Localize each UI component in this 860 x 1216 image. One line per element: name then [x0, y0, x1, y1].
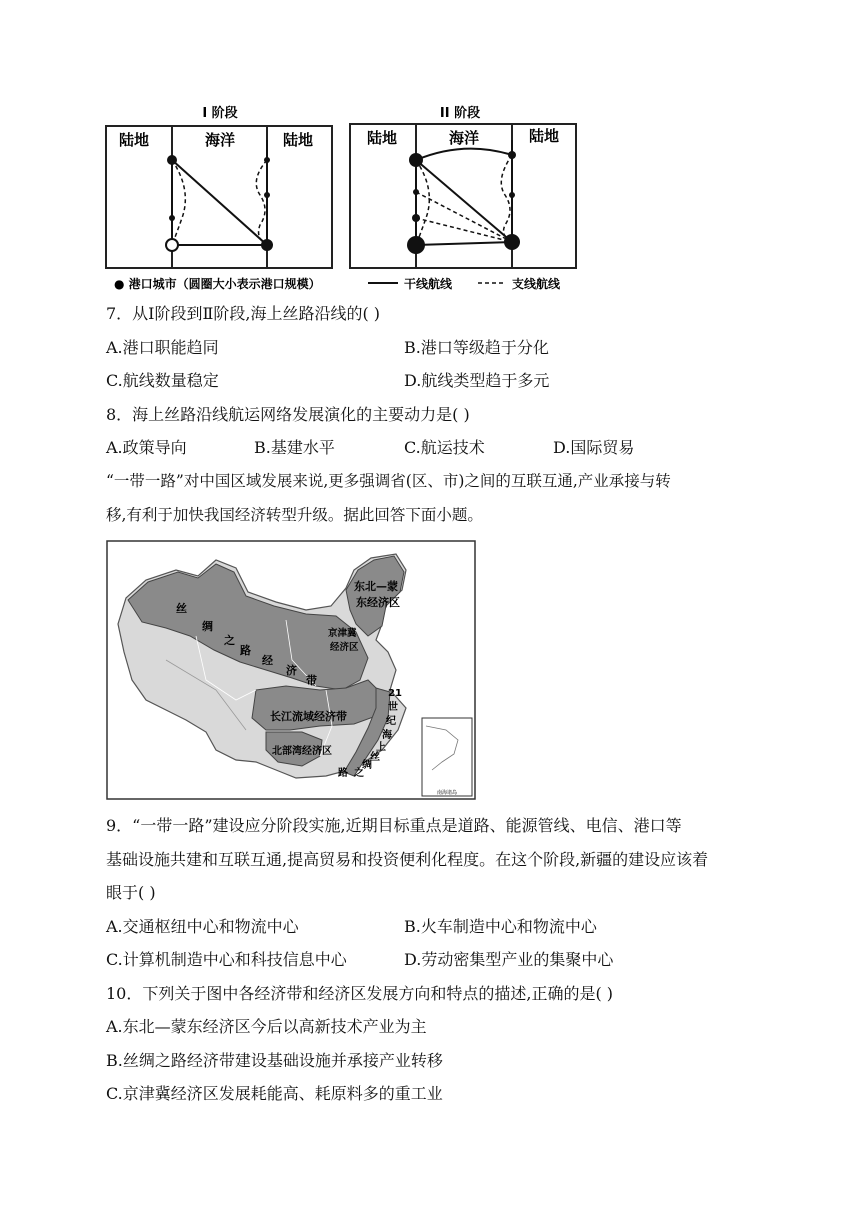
stage2-ocean: 海洋	[448, 129, 480, 147]
maritime-char: 21	[388, 688, 402, 699]
port-city-marker	[261, 239, 273, 251]
legend-port-city: ● 港口城市（圆圈大小表示港口规模）	[114, 277, 321, 291]
stage1-land-right: 陆地	[282, 131, 314, 149]
q8-option-b: B.基建水平	[254, 438, 335, 457]
q8-option-d: D.国际贸易	[553, 438, 635, 457]
maritime-char: 上	[376, 742, 386, 753]
q10-stem: 10．下列关于图中各经济带和经济区发展方向和特点的描述,正确的是( )	[106, 984, 614, 1003]
q7-option-a: A.港口职能趋同	[106, 338, 219, 357]
q8-option-c: C.航运技术	[404, 438, 485, 457]
port-network-figure	[100, 100, 580, 296]
q7-option-c: C.航线数量稳定	[106, 371, 219, 390]
jingjinji-label: 京津冀	[328, 628, 357, 639]
legend-trunk-label: 干线航线	[404, 277, 453, 291]
q9-stem-line-2: 基础设施共建和互联互通,提高贸易和投资便利化程度。在这个阶段,新疆的建设应该着	[106, 850, 709, 869]
passage-line-1: “一带一路”对中国区域发展来说,更多强调省(区、市)之间的互联互通,产业承接与转	[106, 472, 671, 490]
port-city-marker	[167, 155, 177, 165]
port-network-diagram	[100, 100, 580, 296]
legend-branch-label: 支线航线	[512, 277, 561, 291]
q8-option-a: A.政策导向	[106, 438, 187, 457]
silk-road-char: 带	[306, 674, 317, 687]
stage2-title: II 阶段	[439, 106, 481, 121]
port-city-marker	[508, 151, 516, 159]
port-city-marker	[412, 214, 420, 222]
port-city-marker	[504, 234, 520, 250]
port-city-marker	[413, 189, 419, 195]
silk-road-char: 济	[286, 664, 297, 677]
silk-road-char: 之	[224, 634, 235, 647]
inset-label: 南海诸岛	[436, 790, 458, 796]
china-map-svg	[106, 540, 476, 800]
q7-stem: 7．从Ⅰ阶段到Ⅱ阶段,海上丝路沿线的( )	[106, 304, 381, 323]
silk-road-char: 经	[262, 654, 273, 667]
q10-option-a: A.东北—蒙东经济区今后以高新技术产业为主	[106, 1017, 427, 1036]
passage-line-2: 移,有利于加快我国经济转型升级。据此回答下面小题。	[106, 506, 483, 524]
q8-stem: 8．海上丝路沿线航运网络发展演化的主要动力是( )	[106, 405, 470, 424]
stage1-ocean: 海洋	[204, 131, 236, 149]
stage2-land-right: 陆地	[528, 127, 560, 145]
q7-option-b: B.港口等级趋于分化	[404, 338, 549, 357]
q10-option-b: B.丝绸之路经济带建设基础设施并承接产业转移	[106, 1051, 443, 1070]
maritime-char: 海	[382, 730, 392, 741]
port-city-marker	[264, 157, 270, 163]
q9-stem-line-3: 眼于( )	[106, 883, 156, 902]
port-city-marker	[407, 236, 425, 254]
port-city-marker	[264, 192, 270, 198]
stage2-land-left: 陆地	[366, 129, 398, 147]
q9-option-c: C.计算机制造中心和科技信息中心	[106, 950, 347, 969]
q9-stem-line-1: 9．“一带一路”建设应分阶段实施,近期目标重点是道路、能源管线、电信、港口等	[106, 816, 682, 835]
q9-option-a: A.交通枢纽中心和物流中心	[106, 917, 299, 936]
northeast-zone-label-2: 东经济区	[356, 596, 400, 609]
jingjinji-label-2: 经济区	[330, 642, 359, 653]
maritime-char: 之	[354, 768, 364, 779]
silk-road-char: 绸	[202, 620, 213, 633]
port-city-marker	[409, 153, 423, 167]
northeast-zone-label: 东北—蒙	[354, 580, 398, 593]
port-city-marker	[166, 239, 178, 251]
maritime-char: 丝	[370, 752, 380, 763]
port-city-marker	[509, 192, 515, 198]
q7-option-d: D.航线类型趋于多元	[404, 371, 550, 390]
china-economic-zones-map	[106, 540, 476, 800]
silk-road-char: 路	[240, 644, 251, 657]
beibu-gulf-label: 北部湾经济区	[272, 746, 332, 757]
maritime-char: 纪	[386, 716, 396, 727]
stage1-land-left: 陆地	[118, 131, 150, 149]
yangtze-belt-label: 长江流域经济带	[270, 710, 347, 723]
stage1-title: I 阶段	[202, 106, 238, 121]
q9-option-d: D.劳动密集型产业的集聚中心	[404, 950, 614, 969]
silk-road-char: 丝	[176, 602, 187, 615]
q10-option-c: C.京津冀经济区发展耗能高、耗原料多的重工业	[106, 1084, 443, 1103]
maritime-char: 世	[388, 702, 398, 713]
q9-option-b: B.火车制造中心和物流中心	[404, 917, 597, 936]
maritime-char: 绸	[362, 760, 372, 771]
port-city-marker	[169, 215, 175, 221]
maritime-char: 路	[338, 768, 348, 779]
south-china-sea-inset	[422, 718, 472, 796]
